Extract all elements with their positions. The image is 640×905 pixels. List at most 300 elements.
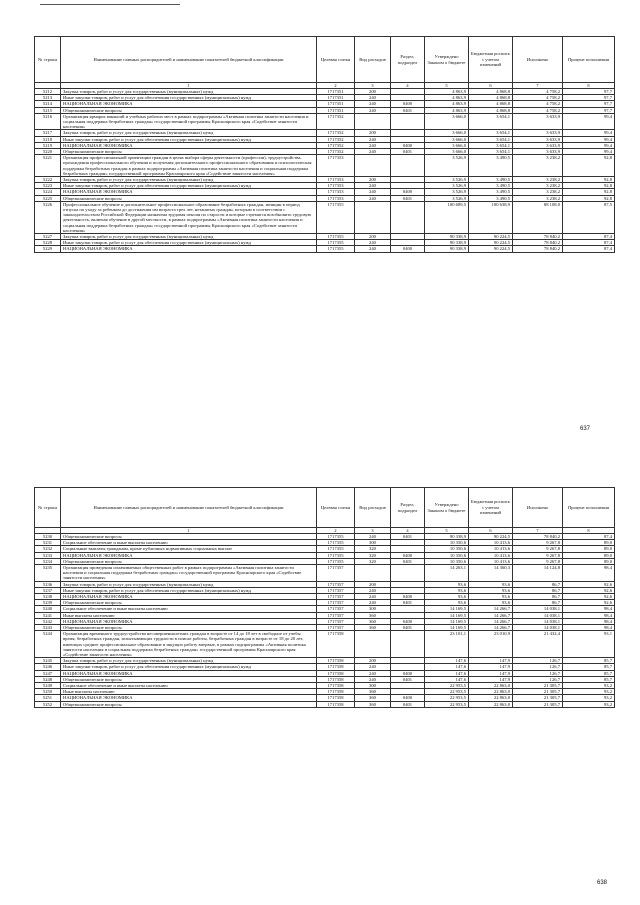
executed-cell: 86,7 bbox=[513, 587, 563, 593]
section-cell: 0401 bbox=[391, 701, 425, 707]
row-name-cell: Закупка товаров, работ и услуг для государственных (муниципальных) нужд bbox=[61, 581, 317, 587]
header-executed: Исполнено bbox=[513, 37, 563, 83]
target-article-cell: 1717353 bbox=[317, 195, 355, 201]
percent-cell: 92,8 bbox=[563, 183, 615, 189]
col-index: 5 bbox=[425, 83, 469, 89]
percent-cell: 99,4 bbox=[563, 149, 615, 155]
target-article-cell: 1717358 bbox=[317, 664, 355, 670]
schedule-cell: 93,6 bbox=[469, 581, 513, 587]
expense-type-cell: 240 bbox=[355, 240, 391, 246]
schedule-cell: 4 868,8 bbox=[469, 95, 513, 101]
section-cell: 0400 bbox=[391, 618, 425, 624]
target-article-cell: 1717358 bbox=[317, 631, 355, 658]
row-name-cell: Закупка товаров, работ и услуг для государственных (муниципальных) нужд bbox=[61, 89, 317, 95]
section-cell: 0401 bbox=[391, 149, 425, 155]
row-name-cell: Организация ярмарок вакансий и учебных рабочих мест в рамках подпрограммы «Активная политика занятости населения и социальная поддержка безработных граждан» государственной программы Красноярского края «Содействие занятости населения» bbox=[61, 113, 317, 130]
executed-cell: 78 840,2 bbox=[513, 240, 563, 246]
approved-cell: 90 338,9 bbox=[425, 246, 469, 252]
approved-cell: 10 350,6 bbox=[425, 552, 469, 558]
expense-type-cell: 300 bbox=[355, 540, 391, 546]
row-number-cell: 5221 bbox=[35, 155, 61, 177]
page-number: 637 bbox=[580, 426, 591, 432]
schedule-cell: 3 654,1 bbox=[469, 136, 513, 142]
row-name-cell: Закупка товаров, работ и услуг для государственных (муниципальных) нужд bbox=[61, 658, 317, 664]
percent-cell: 99,4 bbox=[563, 113, 615, 130]
expense-type-cell: 360 bbox=[355, 612, 391, 618]
percent-cell: 92,8 bbox=[563, 177, 615, 183]
approved-cell: 147,6 bbox=[425, 676, 469, 682]
percent-cell: 89,0 bbox=[563, 546, 615, 552]
row-number-cell: 5233 bbox=[35, 552, 61, 558]
percent-cell: 93,2 bbox=[563, 689, 615, 695]
row-name-cell: Социальное обеспечение и иные выплаты населению bbox=[61, 540, 317, 546]
executed-cell: 86,7 bbox=[513, 594, 563, 600]
executed-cell: 126,7 bbox=[513, 664, 563, 670]
header-schedule: Бюджетная роспись с учетом изменений bbox=[469, 37, 513, 83]
col-index: 4 bbox=[391, 528, 425, 534]
section-cell bbox=[391, 631, 425, 658]
executed-cell: 21 305,7 bbox=[513, 689, 563, 695]
row-number-cell: 5214 bbox=[35, 101, 61, 107]
expense-type-cell: 240 bbox=[355, 136, 391, 142]
target-article-cell: 1717355 bbox=[317, 534, 355, 540]
row-name-cell: Общеэкономические вопросы bbox=[61, 600, 317, 606]
header-name: Наименование главных распорядителей и наименование показателей бюджетной классификации bbox=[61, 37, 317, 83]
row-number-cell: 5230 bbox=[35, 534, 61, 540]
row-name-cell: Общеэкономические вопросы bbox=[61, 195, 317, 201]
percent-cell: 87,4 bbox=[563, 240, 615, 246]
row-number-cell: 5231 bbox=[35, 540, 61, 546]
percent-cell: 87,5 bbox=[563, 201, 615, 233]
schedule-cell: 22 863,0 bbox=[469, 683, 513, 689]
percent-cell: 98,4 bbox=[563, 618, 615, 624]
percent-cell: 92,6 bbox=[563, 581, 615, 587]
row-number-cell: 5246 bbox=[35, 664, 61, 670]
percent-cell: 92,8 bbox=[563, 195, 615, 201]
row-number-cell: 5216 bbox=[35, 113, 61, 130]
approved-cell: 10 350,6 bbox=[425, 540, 469, 546]
approved-cell: 90 338,9 bbox=[425, 534, 469, 540]
percent-cell: 89,0 bbox=[563, 540, 615, 546]
schedule-cell: 10 413,6 bbox=[469, 552, 513, 558]
row-name-cell: Профессиональное обучение и дополнительное профессиональное образование безработных граждан, женщин в период отпуска по уходу за ребенком до достижения им возраста трех лет, незанятых граждан, которым в соответствии с законодательством Российской Федерации назначена трудовая пенсия по старости и которые стремятся возобновить трудовую деятельность, включая обучение в другой местности, в рамках подпрограммы «Активная политика занятости населения и социальная поддержка безработных граждан» государственной программы Красноярского края «Содействие занятости населения» bbox=[61, 201, 317, 233]
expense-type-cell bbox=[355, 155, 391, 177]
expense-type-cell: 320 bbox=[355, 546, 391, 552]
approved-cell: 93,6 bbox=[425, 587, 469, 593]
approved-cell: 3 666,0 bbox=[425, 142, 469, 148]
expense-type-cell: 320 bbox=[355, 558, 391, 564]
target-article-cell: 1717351 bbox=[317, 95, 355, 101]
target-article-cell: 1717352 bbox=[317, 130, 355, 136]
expense-type-cell: 300 bbox=[355, 606, 391, 612]
row-number-cell: 5228 bbox=[35, 240, 61, 246]
top-rule bbox=[40, 4, 180, 5]
header-name: Наименование главных распорядителей и наименование показателей бюджетной классификации bbox=[61, 488, 317, 528]
executed-cell: 21 305,7 bbox=[513, 701, 563, 707]
row-name-cell: НАЦИОНАЛЬНАЯ ЭКОНОМИКА bbox=[61, 695, 317, 701]
header-row bbox=[35, 37, 615, 83]
table-row bbox=[35, 631, 615, 658]
expense-type-cell: 200 bbox=[355, 658, 391, 664]
schedule-cell: 93,6 bbox=[469, 587, 513, 593]
target-article-cell: 1717355 bbox=[317, 546, 355, 552]
percent-cell: 97,7 bbox=[563, 95, 615, 101]
schedule-cell: 14 360,3 bbox=[469, 565, 513, 582]
approved-cell: 4 863,9 bbox=[425, 89, 469, 95]
executed-cell: 3 238,2 bbox=[513, 177, 563, 183]
approved-cell: 3 526,9 bbox=[425, 195, 469, 201]
target-article-cell: 1717358 bbox=[317, 676, 355, 682]
expense-type-cell: 320 bbox=[355, 552, 391, 558]
row-number-cell: 5218 bbox=[35, 136, 61, 142]
target-article-cell: 1717355 bbox=[317, 552, 355, 558]
row-name-cell: Общеэкономические вопросы bbox=[61, 701, 317, 707]
schedule-cell: 3 490,5 bbox=[469, 189, 513, 195]
col-index: 5 bbox=[425, 528, 469, 534]
expense-type-cell: 360 bbox=[355, 625, 391, 631]
expense-type-cell: 240 bbox=[355, 107, 391, 113]
row-number-cell: 5242 bbox=[35, 618, 61, 624]
target-article-cell: 1717353 bbox=[317, 183, 355, 189]
percent-cell: 98,4 bbox=[563, 565, 615, 582]
header-percent: Процент исполнения bbox=[563, 37, 615, 83]
row-name-cell: НАЦИОНАЛЬНАЯ ЭКОНОМИКА bbox=[61, 101, 317, 107]
executed-cell: 14 038,1 bbox=[513, 612, 563, 618]
percent-cell: 98,4 bbox=[563, 625, 615, 631]
header-schedule: Бюджетная роспись с учетом изменений bbox=[469, 488, 513, 528]
executed-cell: 3 238,2 bbox=[513, 155, 563, 177]
percent-cell: 85,7 bbox=[563, 664, 615, 670]
expense-type-cell: 360 bbox=[355, 689, 391, 695]
schedule-cell: 100 638,9 bbox=[469, 201, 513, 233]
executed-cell: 21 305,7 bbox=[513, 695, 563, 701]
header-row-number: № строки bbox=[35, 37, 61, 83]
section-cell: 0401 bbox=[391, 558, 425, 564]
section-cell bbox=[391, 201, 425, 233]
target-article-cell: 1717357 bbox=[317, 565, 355, 582]
header-row bbox=[35, 488, 615, 528]
target-article-cell: 1717357 bbox=[317, 612, 355, 618]
schedule-cell: 4 868,8 bbox=[469, 89, 513, 95]
executed-cell: 78 840,2 bbox=[513, 234, 563, 240]
schedule-cell: 3 654,1 bbox=[469, 142, 513, 148]
target-article-cell: 1717358 bbox=[317, 670, 355, 676]
row-name-cell: Организация проведения оплачиваемых общественных работ в рамках подпрограммы «Активная политика занятости населения и социальная поддержка безработных граждан» государственной программы Красноярского края «Содействие занятости населения» bbox=[61, 565, 317, 582]
schedule-cell: 90 224,5 bbox=[469, 246, 513, 252]
schedule-cell: 10 413,6 bbox=[469, 546, 513, 552]
executed-cell: 3 633,9 bbox=[513, 113, 563, 130]
expense-type-cell: 240 bbox=[355, 183, 391, 189]
schedule-cell: 14 266,7 bbox=[469, 612, 513, 618]
percent-cell: 87,4 bbox=[563, 246, 615, 252]
row-name-cell: Иные выплаты населению bbox=[61, 612, 317, 618]
expense-type-cell bbox=[355, 113, 391, 130]
approved-cell: 14 169,5 bbox=[425, 618, 469, 624]
row-number-cell: 5219 bbox=[35, 142, 61, 148]
expense-type-cell: 240 bbox=[355, 195, 391, 201]
row-number-cell: 5223 bbox=[35, 183, 61, 189]
row-number-cell: 5220 bbox=[35, 149, 61, 155]
row-name-cell: Общеэкономические вопросы bbox=[61, 107, 317, 113]
col-index: 6 bbox=[469, 528, 513, 534]
schedule-cell: 23 010,9 bbox=[469, 631, 513, 658]
section-cell: 0401 bbox=[391, 676, 425, 682]
approved-cell: 4 863,9 bbox=[425, 107, 469, 113]
schedule-cell: 4 868,8 bbox=[469, 107, 513, 113]
percent-cell: 97,7 bbox=[563, 89, 615, 95]
expense-type-cell: 200 bbox=[355, 234, 391, 240]
row-name-cell: Закупка товаров, работ и услуг для государственных (муниципальных) нужд bbox=[61, 130, 317, 136]
approved-cell: 147,6 bbox=[425, 670, 469, 676]
section-cell: 0400 bbox=[391, 142, 425, 148]
schedule-cell: 10 413,6 bbox=[469, 540, 513, 546]
schedule-cell: 147,9 bbox=[469, 676, 513, 682]
col-index: 1 bbox=[61, 83, 317, 89]
schedule-cell: 3 490,5 bbox=[469, 177, 513, 183]
table-row bbox=[35, 246, 615, 252]
row-number-cell: 5238 bbox=[35, 594, 61, 600]
percent-cell: 97,7 bbox=[563, 107, 615, 113]
executed-cell: 3 633,9 bbox=[513, 142, 563, 148]
expense-type-cell: 240 bbox=[355, 664, 391, 670]
row-name-cell: Иные закупки товаров, работ и услуг для обеспечения государственных (муниципальных) нужд bbox=[61, 664, 317, 670]
page-number: 638 bbox=[597, 880, 608, 886]
executed-cell: 3 633,9 bbox=[513, 149, 563, 155]
row-name-cell: Иные закупки товаров, работ и услуг для обеспечения государственных (муниципальных) нужд bbox=[61, 136, 317, 142]
budget-table-page-637 bbox=[34, 36, 615, 253]
row-name-cell: Общеэкономические вопросы bbox=[61, 676, 317, 682]
target-article-cell: 1717355 bbox=[317, 246, 355, 252]
row-number-cell: 5227 bbox=[35, 234, 61, 240]
row-name-cell: Общеэкономические вопросы bbox=[61, 149, 317, 155]
row-name-cell: Иные закупки товаров, работ и услуг для обеспечения государственных (муниципальных) нужд bbox=[61, 95, 317, 101]
section-cell: 0400 bbox=[391, 552, 425, 558]
expense-type-cell: 300 bbox=[355, 683, 391, 689]
schedule-cell: 10 413,6 bbox=[469, 558, 513, 564]
section-cell: 0401 bbox=[391, 195, 425, 201]
schedule-cell: 22 863,0 bbox=[469, 701, 513, 707]
approved-cell: 4 863,9 bbox=[425, 101, 469, 107]
section-cell: 0401 bbox=[391, 534, 425, 540]
target-article-cell: 1717352 bbox=[317, 149, 355, 155]
schedule-cell: 147,9 bbox=[469, 658, 513, 664]
schedule-cell: 90 224,5 bbox=[469, 240, 513, 246]
approved-cell: 10 350,6 bbox=[425, 558, 469, 564]
schedule-cell: 14 266,7 bbox=[469, 618, 513, 624]
row-number-cell: 5241 bbox=[35, 612, 61, 618]
percent-cell: 85,7 bbox=[563, 676, 615, 682]
executed-cell: 14 038,1 bbox=[513, 606, 563, 612]
section-cell: 0401 bbox=[391, 600, 425, 606]
target-article-cell: 1717358 bbox=[317, 689, 355, 695]
header-percent: Процент исполнения bbox=[563, 488, 615, 528]
target-article-cell: 1717357 bbox=[317, 581, 355, 587]
executed-cell: 88 108,0 bbox=[513, 201, 563, 233]
approved-cell: 3 666,0 bbox=[425, 130, 469, 136]
header-approved: Утверждено Законом о бюджете bbox=[425, 37, 469, 83]
row-name-cell: Иные закупки товаров, работ и услуг для обеспечения государственных (муниципальных) нужд bbox=[61, 587, 317, 593]
approved-cell: 90 338,9 bbox=[425, 240, 469, 246]
col-index: 2 bbox=[317, 83, 355, 89]
header-approved: Утверждено Законом о бюджете bbox=[425, 488, 469, 528]
executed-cell: 3 633,9 bbox=[513, 130, 563, 136]
executed-cell: 126,7 bbox=[513, 670, 563, 676]
row-name-cell: НАЦИОНАЛЬНАЯ ЭКОНОМИКА bbox=[61, 670, 317, 676]
executed-cell: 4 758,2 bbox=[513, 101, 563, 107]
col-index: 6 bbox=[469, 83, 513, 89]
expense-type-cell: 360 bbox=[355, 695, 391, 701]
executed-cell: 4 758,2 bbox=[513, 95, 563, 101]
approved-cell: 100 689,5 bbox=[425, 201, 469, 233]
row-number-cell: 5217 bbox=[35, 130, 61, 136]
col-index: 3 bbox=[355, 528, 391, 534]
approved-cell: 22 953,5 bbox=[425, 701, 469, 707]
section-cell: 0400 bbox=[391, 594, 425, 600]
table-row bbox=[35, 155, 615, 177]
expense-type-cell: 200 bbox=[355, 581, 391, 587]
approved-cell: 3 526,9 bbox=[425, 189, 469, 195]
row-number-cell: 5250 bbox=[35, 689, 61, 695]
row-name-cell: НАЦИОНАЛЬНАЯ ЭКОНОМИКА bbox=[61, 594, 317, 600]
table-body-page-638 bbox=[35, 534, 615, 708]
executed-cell: 14 038,1 bbox=[513, 625, 563, 631]
expense-type-cell: 200 bbox=[355, 130, 391, 136]
row-name-cell: Иные закупки товаров, работ и услуг для обеспечения государственных (муниципальных) нужд bbox=[61, 240, 317, 246]
row-number-cell: 5224 bbox=[35, 189, 61, 195]
col-index: 8 bbox=[563, 83, 615, 89]
row-name-cell: Общеэкономические вопросы bbox=[61, 534, 317, 540]
expense-type-cell: 200 bbox=[355, 177, 391, 183]
row-name-cell: Иные выплаты населению bbox=[61, 689, 317, 695]
row-number-cell: 5225 bbox=[35, 195, 61, 201]
percent-cell: 99,4 bbox=[563, 130, 615, 136]
executed-cell: 14 124,8 bbox=[513, 565, 563, 582]
row-number-cell: 5243 bbox=[35, 625, 61, 631]
target-article-cell: 1717352 bbox=[317, 136, 355, 142]
executed-cell: 3 238,2 bbox=[513, 195, 563, 201]
row-name-cell: Общеэкономические вопросы bbox=[61, 625, 317, 631]
section-cell: 0401 bbox=[391, 625, 425, 631]
section-cell: 0400 bbox=[391, 101, 425, 107]
section-cell bbox=[391, 155, 425, 177]
percent-cell: 97,7 bbox=[563, 101, 615, 107]
expense-type-cell: 240 bbox=[355, 534, 391, 540]
approved-cell: 22 953,5 bbox=[425, 689, 469, 695]
schedule-cell: 3 654,1 bbox=[469, 113, 513, 130]
schedule-cell: 22 863,0 bbox=[469, 695, 513, 701]
percent-cell: 92,6 bbox=[563, 587, 615, 593]
row-number-cell: 5237 bbox=[35, 587, 61, 593]
expense-type-cell: 240 bbox=[355, 676, 391, 682]
schedule-cell: 4 868,8 bbox=[469, 101, 513, 107]
executed-cell: 9 267,8 bbox=[513, 540, 563, 546]
row-number-cell: 5245 bbox=[35, 658, 61, 664]
expense-type-cell: 360 bbox=[355, 618, 391, 624]
row-name-cell: Социальные выплаты гражданам, кроме публичных нормативных социальных выплат bbox=[61, 546, 317, 552]
approved-cell: 14 169,5 bbox=[425, 606, 469, 612]
approved-cell: 14 169,5 bbox=[425, 625, 469, 631]
percent-cell: 93,2 bbox=[563, 701, 615, 707]
expense-type-cell: 240 bbox=[355, 600, 391, 606]
percent-cell: 99,4 bbox=[563, 136, 615, 142]
percent-cell: 85,7 bbox=[563, 658, 615, 664]
executed-cell: 3 238,2 bbox=[513, 183, 563, 189]
percent-cell: 92,8 bbox=[563, 155, 615, 177]
row-number-cell: 5234 bbox=[35, 558, 61, 564]
target-article-cell: 1717358 bbox=[317, 695, 355, 701]
schedule-cell: 3 490,5 bbox=[469, 195, 513, 201]
row-number-cell: 5215 bbox=[35, 107, 61, 113]
approved-cell: 3 526,9 bbox=[425, 183, 469, 189]
table-row bbox=[35, 565, 615, 582]
target-article-cell: 1717352 bbox=[317, 113, 355, 130]
percent-cell: 98,4 bbox=[563, 612, 615, 618]
expense-type-cell: 240 bbox=[355, 587, 391, 593]
header-executed: Исполнено bbox=[513, 488, 563, 528]
col-index: 2 bbox=[317, 528, 355, 534]
row-number-cell: 5226 bbox=[35, 201, 61, 233]
percent-cell: 92,6 bbox=[563, 594, 615, 600]
executed-cell: 3 238,2 bbox=[513, 189, 563, 195]
target-article-cell: 1717353 bbox=[317, 189, 355, 195]
target-article-cell: 1717357 bbox=[317, 587, 355, 593]
expense-type-cell: 240 bbox=[355, 95, 391, 101]
expense-type-cell: 240 bbox=[355, 101, 391, 107]
row-number-cell: 5249 bbox=[35, 683, 61, 689]
expense-type-cell: 240 bbox=[355, 246, 391, 252]
executed-cell: 9 267,8 bbox=[513, 552, 563, 558]
table-row bbox=[35, 113, 615, 130]
expense-type-cell: 240 bbox=[355, 670, 391, 676]
executed-cell: 126,7 bbox=[513, 658, 563, 664]
expense-type-cell bbox=[355, 201, 391, 233]
col-index: 4 bbox=[391, 83, 425, 89]
row-name-cell: Социальное обеспечение и иные выплаты населению bbox=[61, 683, 317, 689]
header-section: Раздел, подраздел bbox=[391, 37, 425, 83]
target-article-cell: 1717355 bbox=[317, 234, 355, 240]
percent-cell: 85,7 bbox=[563, 670, 615, 676]
target-article-cell: 1717353 bbox=[317, 177, 355, 183]
target-article-cell: 1717358 bbox=[317, 658, 355, 664]
header-row-number: № строки bbox=[35, 488, 61, 528]
expense-type-cell bbox=[355, 631, 391, 658]
schedule-cell: 22 863,0 bbox=[469, 689, 513, 695]
section-cell: 0400 bbox=[391, 670, 425, 676]
executed-cell: 78 840,2 bbox=[513, 534, 563, 540]
approved-cell: 23 101,1 bbox=[425, 631, 469, 658]
approved-cell: 3 666,0 bbox=[425, 113, 469, 130]
row-name-cell: НАЦИОНАЛЬНАЯ ЭКОНОМИКА bbox=[61, 246, 317, 252]
schedule-cell: 3 654,1 bbox=[469, 130, 513, 136]
col-index: 3 bbox=[355, 83, 391, 89]
target-article-cell: 1717351 bbox=[317, 107, 355, 113]
target-article-cell: 1717355 bbox=[317, 240, 355, 246]
col-index: 8 bbox=[563, 528, 615, 534]
row-number-cell: 5235 bbox=[35, 565, 61, 582]
row-number-cell: 5213 bbox=[35, 95, 61, 101]
executed-cell: 21 432,4 bbox=[513, 631, 563, 658]
section-cell bbox=[391, 113, 425, 130]
col-index: 7 bbox=[513, 528, 563, 534]
target-article-cell: 1717355 bbox=[317, 201, 355, 233]
approved-cell: 22 953,5 bbox=[425, 695, 469, 701]
schedule-cell: 93,6 bbox=[469, 600, 513, 606]
section-cell: 0400 bbox=[391, 246, 425, 252]
target-article-cell: 1717357 bbox=[317, 600, 355, 606]
expense-type-cell: 240 bbox=[355, 142, 391, 148]
executed-cell: 126,7 bbox=[513, 676, 563, 682]
schedule-cell: 93,6 bbox=[469, 594, 513, 600]
